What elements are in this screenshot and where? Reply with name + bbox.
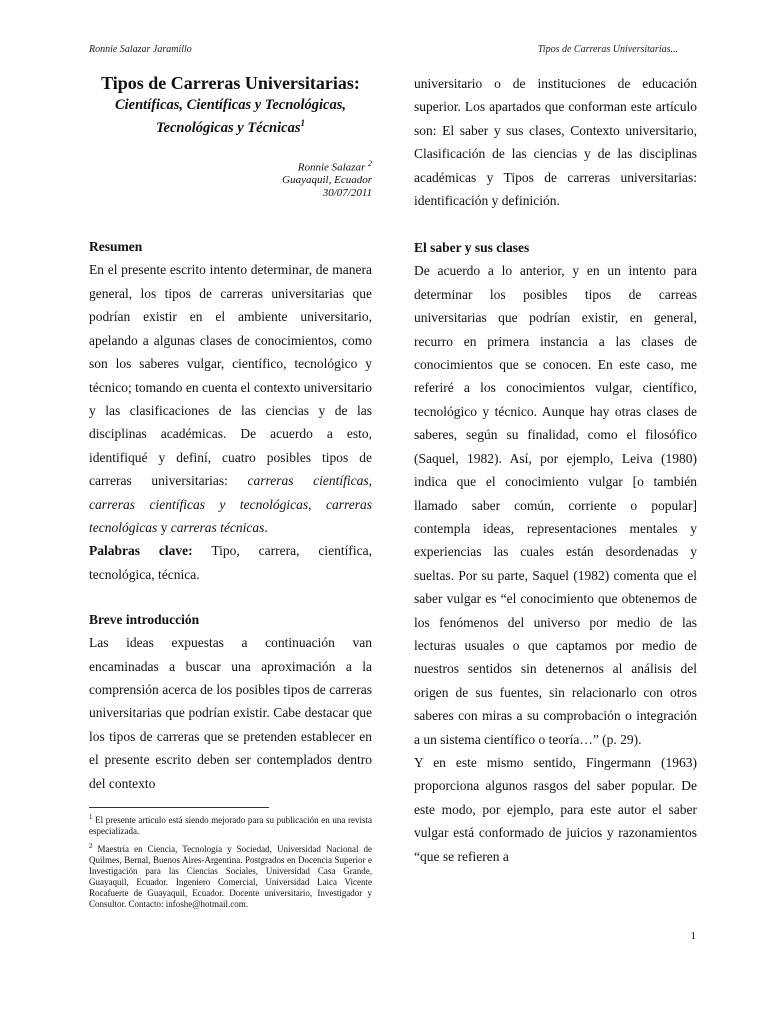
author-block (89, 157, 372, 201)
running-header-author: Ronnie Salazar Jaramillo (89, 44, 192, 55)
running-header (89, 44, 678, 55)
running-header-title: Tipos de Carreras Universitarias... (537, 44, 678, 55)
right-column (414, 72, 697, 868)
intro-continuation: universitario o de instituciones de educación superior. Los apartados que conforman este artículo son: El saber y sus clases, Contexto universitario, Clasificación de las ciencias y de las disciplinas académicas y Tipos de carreras universitarias: identificación y definición. (414, 76, 697, 209)
page-number: 1 (690, 930, 696, 942)
paper-subtitle (89, 96, 372, 137)
intro-heading: Breve introducción (89, 612, 200, 628)
author-footnote-mark: 2 (368, 158, 372, 168)
author-location: Guayaquil, Ecuador (282, 174, 372, 187)
footnote-1: $^1$ El presente artículo está siendo mejorado para su publicación en una revista especializada. (89, 813, 372, 837)
subtitle-line-1: Científicas, Científicas y Tecnológicas, (114, 97, 347, 113)
author-date: 30/07/2011 (322, 187, 372, 200)
abstract-heading: Resumen (89, 239, 143, 255)
keywords (89, 539, 372, 586)
abstract-text: En el presente escrito intento determinar, de manera general, los tipos de carreras universitarias que podrían existir en el ambiente universitario, apelando a algunas clases de conocimientos, como son los saberes vulgar, científico, tecnológico y técnico; tomando en cuenta el contexto universitario y las clasificaciones de las ciencias y de las disciplinas académicas. De acuerdo a esto, identifiqué y definí, cuatro posibles tipos de carreras universitarias: carreras científicas, carreras científicas y tecnológicas, carreras tecnológicas y carreras técnicas. (89, 262, 373, 535)
footnote-2: $^2$ Maestría en Ciencia, Tecnología y Sociedad, Universidad Nacional de Quilmes, Bernal, Buenos Aires-Argentina. Postgrados en Docencia Superior e Investigación para las Ciencias Sociales, Universidad Casa Grande, Guayaquil, Ecuador. Ingeniero Comercial, Universidad Laica Vicente Rocafuerte de Guayaquil, Ecuador. Docente universitario, Investigador y Consultor. Contacto: infoshe@hotmail.com. (89, 842, 372, 910)
subtitle-line-2: Tecnológicas y Técnicas (156, 119, 301, 136)
intro-text: Las ideas expuestas a continuación van encaminadas a buscar una aproximación a la comprensión acerca de los posibles tipos de carreras universitarias que podrían existir. Cabe destacar que los tipos de carreras que se pretenden establecer en el presente escrito deben ser contemplados dentro del contexto (89, 635, 372, 791)
subtitle-footnote-mark: 1 (300, 118, 305, 128)
paper-title: Tipos de Carreras Universitarias: (101, 73, 360, 93)
author-name: Ronnie Salazar (297, 161, 366, 174)
keywords-label: Palabras clave: (89, 543, 193, 559)
footnote-divider (89, 807, 269, 808)
saber-paragraph-1: De acuerdo a lo anterior, y en un intento para determinar los posibles tipos de carreas universitarias que podrían existir, en general, recurro en primera instancia a las clases de conocimientos que se conocen. En este caso, me referiré a los conocimientos vulgar, científico, tecnológico y técnico. Aunque hay otras clases de saberes, según su finalidad, como el filosófico (Saquel, 1982). Así, por ejemplo, Leiva (1980) indica que el conocimiento vulgar [o también llamado saber común, corriente o popular] contempla ideas, representaciones mentales y experiencias las cuales están desordenadas y sueltas. Por su parte, Saquel (1982) comenta que el saber vulgar es “el conocimiento que obtenemos de los fenómenos del universo por medio de las lecturas usuales o que captamos por medio de nuestros sentidos sin detenernos al análisis del origen de sus fuentes, sin relacionarlo con otros saberes con miras a su comprobación o integración a un sistema científico o teoría…” (p. 29). (414, 263, 697, 747)
saber-paragraph-2: Y en este mismo sentido, Fingermann (1963) proporciona algunos rasgos del saber popular. De este modo, por ejemplo, para este autor el saber vulgar está conformado de juicios y razonamientos “que se refieren a (414, 754, 697, 864)
left-column (89, 72, 372, 910)
section-heading-saber: El saber y sus clases (414, 240, 530, 256)
keywords-list: Tipo, carrera, científica, tecnológica, técnica. (89, 543, 372, 582)
